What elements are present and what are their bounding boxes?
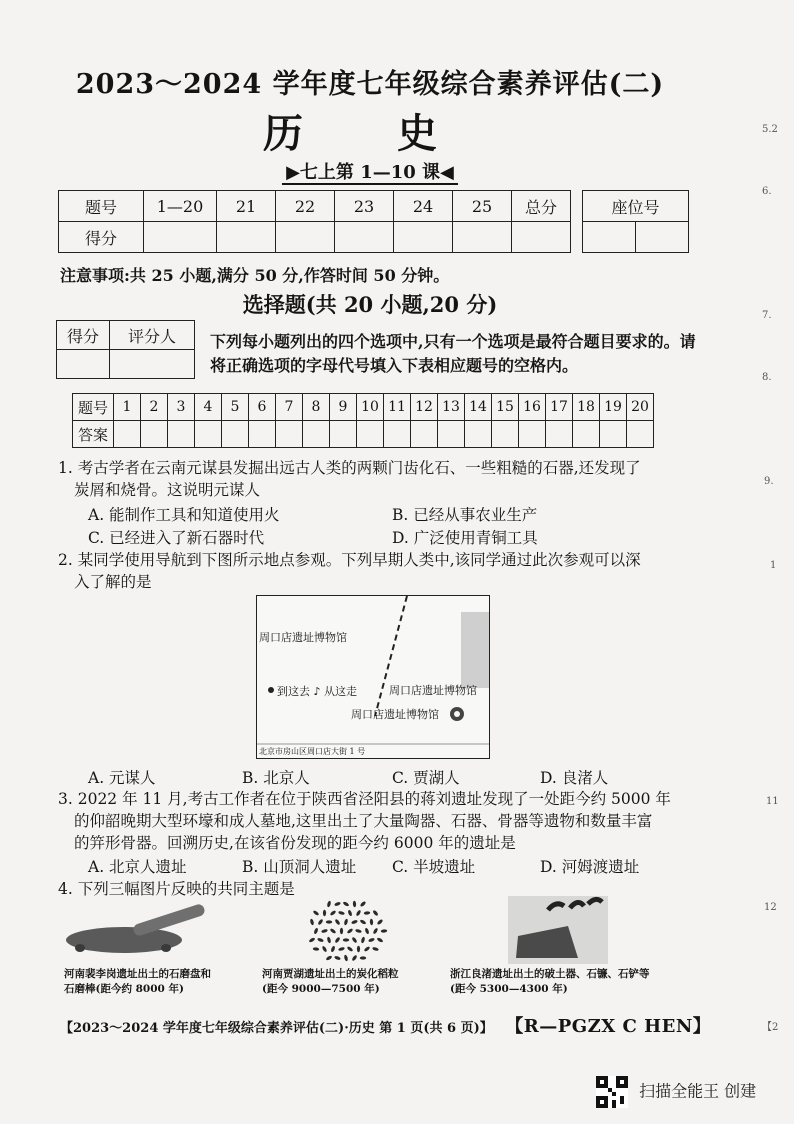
rice-grain [338,911,345,916]
answer-cell[interactable] [438,421,465,448]
rice-grain [357,946,360,952]
rice-grain [344,954,349,961]
rice-grain [334,918,340,925]
answer-table [72,393,654,448]
score-cell[interactable] [276,222,335,253]
edge-mark: 11 [766,796,779,807]
score-head: 24 [394,191,453,222]
rice-grain [321,929,328,934]
map-building [461,612,489,688]
score-head: 1—20 [144,191,217,222]
rice-grain [372,910,379,917]
q2-option-b[interactable]: B. 北京人 [242,769,310,787]
rice-grain [308,937,315,943]
map-pin-dot [454,711,460,717]
section-title: 选择题(共 20 小题,20 分) [242,292,498,317]
q3-option-d[interactable]: D. 河姆渡遗址 [540,858,640,876]
answer-number: 15 [492,394,519,421]
score-head: 题号 [59,191,144,222]
caption-line: (距今 5300—4300 年) [450,983,568,995]
score-head: 23 [335,191,394,222]
edge-mark: 1 [770,560,777,571]
caption-grinding [64,967,211,997]
score-cell[interactable] [335,222,394,253]
caption-line: 河南裴李岗遗址出土的石磨盘和 [64,968,211,980]
answer-cell[interactable] [573,421,600,448]
answer-number: 14 [465,394,492,421]
q3-option-c[interactable]: C. 半坡遗址 [392,858,476,876]
answer-number: 2 [141,394,168,421]
answer-number: 4 [195,394,222,421]
answer-number: 17 [546,394,573,421]
score-cell[interactable] [144,222,217,253]
answer-number: 20 [627,394,654,421]
rice-grain [372,927,378,934]
rice-grain [351,954,357,961]
rice-grain [344,918,349,925]
answer-number: 9 [330,394,357,421]
rice-grain [359,919,366,925]
caption-line: 河南贾湖遗址出土的炭化稻粒 [262,968,399,980]
rice-grain [376,937,383,943]
edge-mark: 7. [762,310,772,321]
footer-text: 【2023～2024 学年度七年级综合素养评估(二)·历史 第 1 页(共 6 页)】 [60,1021,493,1036]
rice-grain [313,947,320,951]
rice-grain [325,955,332,961]
answer-number: 8 [303,394,330,421]
rice-grain [343,938,349,941]
answer-cell[interactable] [249,421,276,448]
photo-grinding-stone [62,904,212,960]
answer-cell[interactable] [330,421,357,448]
answer-cell[interactable] [357,421,384,448]
answer-number: 11 [384,394,411,421]
caption-rice [262,967,399,997]
edge-mark: 6. [762,186,772,197]
rice-grain [327,936,332,943]
map-label-mid: 周口店遗址博物馆 [389,684,477,697]
seat-table [582,190,689,253]
map-label-top: 周口店遗址博物馆 [259,631,347,644]
rice-grain [317,918,323,925]
subject-title: 历 史 [263,110,477,157]
rice-grain [355,909,361,916]
map-start-icon [268,687,274,693]
grader-score-cell[interactable] [57,350,110,379]
score-row-label: 得分 [59,222,144,253]
answer-cell[interactable] [168,421,195,448]
caption-line: 浙江良渚遗址出土的破土器、石镰、石铲等 [450,968,650,980]
score-head: 总分 [512,191,571,222]
q3-stem-line1: 3. 2022 年 11 月,考古工作者在位于陕西省泾阳县的蒋刘遗址发现了一处距今约 5000 年 [58,790,671,808]
q3-option-b[interactable]: B. 山顶洞人遗址 [242,858,357,876]
answer-cell[interactable] [222,421,249,448]
rice-grain [347,909,352,916]
rice-grain [313,927,318,934]
answer-number: 6 [249,394,276,421]
answer-number: 13 [438,394,465,421]
q2-option-a[interactable]: A. 元谋人 [88,769,156,787]
rice-grain [381,929,388,933]
answer-cell[interactable] [411,421,438,448]
answer-cell[interactable] [384,421,411,448]
rice-grain [360,956,366,959]
grader-score-label: 得分 [57,321,110,350]
q1-option-a[interactable]: A. 能制作工具和知道使用火 [88,506,280,524]
q1-option-d[interactable]: D. 广泛使用青铜工具 [392,529,538,547]
answer-cell[interactable] [546,421,573,448]
grader-label: 评分人 [110,321,195,350]
answer-number: 1 [114,394,141,421]
caption-tools [450,967,650,997]
map-route-svg [257,596,489,758]
rice-grain [364,911,371,915]
seat-label: 座位号 [583,191,689,222]
q2-stem-line1: 2. 某同学使用导航到下图所示地点参观。下列早期人类中,该同学通过此次参观可以深 [58,551,641,569]
exam-title: 2023～2024 学年度七年级综合素养评估(二) [75,69,665,100]
answer-number: 10 [357,394,384,421]
answer-cell[interactable] [492,421,519,448]
q2-option-c[interactable]: C. 贾湖人 [392,769,460,787]
q4-stem: 4. 下列三幅图片反映的共同主题是 [58,880,295,898]
lesson-scope [60,158,680,184]
rice-grain [321,945,327,952]
q3-stem-line2: 的仰韶晚期大型环壕和成人墓地,这里出土了大量陶器、石器、骨器等遗物和数量丰富 [74,812,653,830]
score-head: 22 [276,191,335,222]
grinding-leg [75,944,85,952]
rice-grain [334,936,340,943]
rice-grain [326,920,332,923]
answer-cell[interactable] [627,421,654,448]
rice-grain [377,919,384,926]
edge-mark: 12 [764,902,777,913]
rice-grain [346,928,353,934]
seat-cell[interactable] [636,222,689,253]
q1-option-b[interactable]: B. 已经从事农业生产 [392,506,538,524]
answer-number: 18 [573,394,600,421]
map-label-go: 到这去 ♪ 从这走 [277,685,358,698]
rice-grain [338,947,345,952]
rice-grain [334,901,341,906]
q3-option-a[interactable]: A. 北京人遗址 [88,858,187,876]
answer-number: 7 [276,394,303,421]
answer-cell[interactable] [600,421,627,448]
rice-grain [329,928,336,934]
answer-number: 16 [519,394,546,421]
scanner-text: 扫描全能王 创建 [639,1081,757,1101]
grader-cell[interactable] [110,350,195,379]
grader-table [56,320,195,379]
q2-option-d[interactable]: D. 良渚人 [540,769,609,787]
rice-grain [361,936,366,943]
answer-cell[interactable] [303,421,330,448]
rice-grain [370,919,374,926]
rice-grain [310,918,315,925]
page-footer [60,1012,711,1038]
instructions: 下列每小题列出的四个选项中,只有一个选项是最符合题目要求的。请将正确选项的字母代号填入下表相应题号的空格内。 [210,332,696,375]
rice-grain [355,929,362,934]
notice: 注意事项:共 25 小题,满分 50 分,作答时间 50 分钟。 [60,266,450,285]
answer-q-label: 题号 [73,394,114,421]
rice-grain [342,901,349,907]
edge-mark: 【2 [762,1022,779,1033]
grinding-leg [161,944,171,952]
answer-number: 3 [168,394,195,421]
answer-cell[interactable] [519,421,546,448]
qr-code-icon [596,1076,628,1108]
q3-stem-line3: 的笄形骨器。回溯历史,在该省份发现的距今约 6000 年的遗址是 [74,834,516,852]
q1-stem-line1: 1. 考古学者在云南元谋县发掘出远古人类的两颗门齿化石、一些粗糙的石器,还发现了 [58,459,641,477]
score-head: 21 [217,191,276,222]
score-head: 25 [453,191,512,222]
map-address: 北京市房山区周口店大街 1 号 [259,747,366,756]
edge-mark: 9. [764,476,774,487]
rice-grain [312,910,319,916]
scanner-watermark [596,1076,756,1108]
answer-number: 19 [600,394,627,421]
seat-cell[interactable] [583,222,636,253]
rice-grain [346,946,353,952]
footer-code: 【R—PGZX C HEN】 [505,1016,712,1037]
rice-grain [372,947,379,952]
score-cell[interactable] [512,222,571,253]
lesson-scope-text: ▶七上第 1—10 课◀ [282,162,458,185]
caption-line: 石磨棒(距今约 8000 年) [64,983,184,995]
rice-grain [364,927,369,934]
q2-stem-line2: 入了解的是 [74,573,152,591]
answer-cell[interactable] [276,421,303,448]
photo-carbonized-rice [304,898,388,964]
score-cell[interactable] [453,222,512,253]
rice-grain [360,901,367,908]
score-cell[interactable] [217,222,276,253]
rice-grain [323,910,326,916]
rice-grain [334,955,341,960]
edge-mark: 8. [762,372,772,383]
answer-number: 12 [411,394,438,421]
rice-grain [368,937,375,942]
caption-line: (距今 9000—7500 年) [262,983,380,995]
photo-stone-tools [508,896,608,964]
rice-grain [330,945,335,952]
answer-cell[interactable] [114,421,141,448]
rice-grain [351,936,357,943]
edge-mark: 5.2 [762,124,778,135]
rice-grain [363,946,370,952]
q1-stem-line2: 炭屑和烧骨。这说明元谋人 [74,481,261,499]
map-label-center: 周口店遗址博物馆 [351,708,439,721]
rice-grain [351,919,358,924]
rice-grain [317,937,324,942]
answer-cell[interactable] [465,421,492,448]
route-line [375,596,407,716]
q1-option-c[interactable]: C. 已经进入了新石器时代 [88,529,265,547]
rice-grain [329,910,336,916]
answer-a-label: 答案 [73,421,114,448]
answer-cell[interactable] [195,421,222,448]
answer-number: 5 [222,394,249,421]
navigation-map [256,595,490,759]
rice-grain [353,901,357,908]
answer-cell[interactable] [141,421,168,448]
rice-grain [340,928,343,934]
rice-grain [327,900,332,907]
score-cell[interactable] [394,222,453,253]
score-table [58,190,571,253]
